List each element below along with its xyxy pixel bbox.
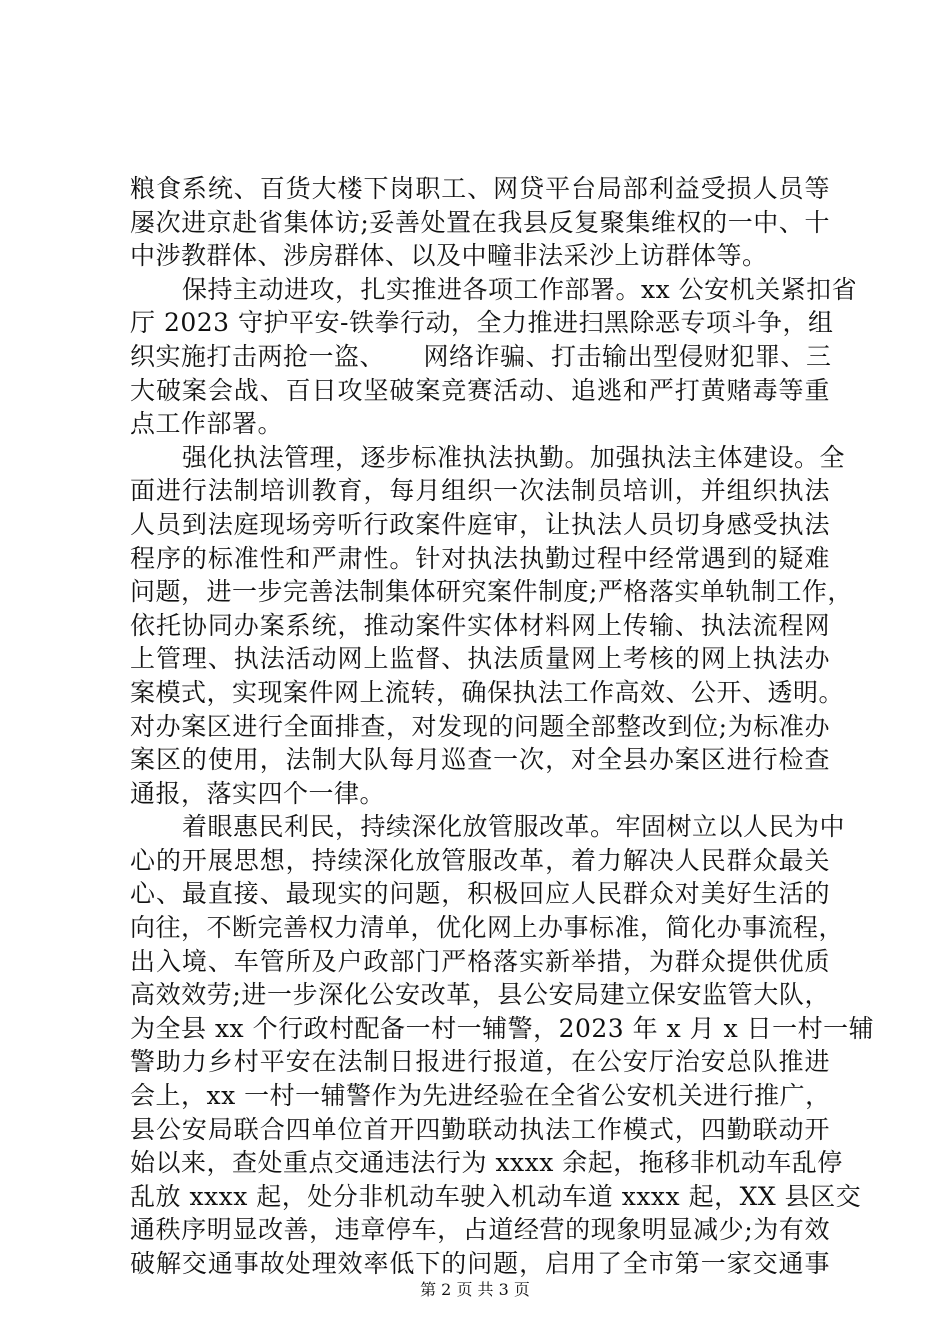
text-line: 破解交通事故处理效率低下的问题，启用了全市第一家交通事 [130,1249,830,1278]
text-line: 人员到法庭现场旁听行政案件庭审，让执法人员切身感受执法 [130,509,830,539]
text-line: 为全县 xx 个行政村配备一村一辅警，2023 年 x 月 x 日一村一辅 [130,1013,875,1043]
text-line: 警助力乡村平安在法制日报进行报道，在公安厅治安总队推进 [130,1047,830,1077]
body-text [130,172,875,1281]
text-line: 通报，落实四个一律。 [130,778,386,808]
text-line: 点工作部署。 [130,409,284,439]
text-line: 面进行法制培训教育，每月组织一次法制员培训，并组织执法 [130,476,830,506]
text-line: 厅 2023 守护平安-铁拳行动，全力推进扫黑除恶专项斗争，组 [130,308,834,338]
text-line: 心的开展思想，持续深化放管服改革，着力解决人民群众最关 [130,845,830,875]
text-line: 出入境、车管所及户政部门严格落实新举措，为群众提供优质 [130,946,830,976]
text-line: 中涉教群体、涉房群体、以及中疃非法采沙上访群体等。 [130,241,768,271]
text-line: 心、最直接、最现实的问题，积极回应人民群众对美好生活的 [130,879,830,909]
text-line: 程序的标准性和严肃性。针对执法执勤过程中经常遇到的疑难 [130,543,830,573]
text-line: 乱放 xxxx 起，处分非机动车驶入机动车道 xxxx 起，XX 县区交 [130,1181,862,1211]
text-line: 高效效劳;进一步深化公安改革，县公安局建立保安监管大队， [130,980,830,1010]
text-line: 会上，xx 一村一辅警作为先进经验在全省公安机关进行推广， [130,1081,831,1111]
text-line: 上管理、执法活动网上监督、执法质量网上考核的网上执法办 [130,644,830,674]
paragraph-first-line: 强化执法管理，逐步标准执法执勤。加强执法主体建设。全 [182,442,846,472]
text-line: 织实施打击两抢一盗、 网络诈骗、打击输出型侵财犯罪、三 [130,341,832,371]
text-line: 屡次进京赴省集体访;妥善处置在我县反复聚集维权的一中、十 [130,207,830,237]
text-line: 对办案区进行全面排查，对发现的问题全部整改到位;为标准办 [130,711,830,741]
paragraph-first-line: 保持主动进攻，扎实推进各项工作部署。xx 公安机关紧扣省 [182,274,858,304]
page-number-footer: 第 2 页 共 3 页 [420,1280,530,1299]
text-line: 县公安局联合四单位首开四勤联动执法工作模式，四勤联动开 [130,1114,830,1144]
text-line: 问题，进一步完善法制集体研究案件制度;严格落实单轨制工作， [130,577,853,607]
paragraph-first-line: 着眼惠民利民，持续深化放管服改革。牢固树立以人民为中 [182,812,846,842]
text-line: 向往，不断完善权力清单，优化网上办事标准，简化办事流程， [130,913,845,943]
text-line: 始以来，查处重点交通违法行为 xxxx 余起，拖移非机动车乱停 [130,1148,843,1178]
text-line: 案模式，实现案件网上流转，确保执法工作高效、公开、透明。 [130,677,845,707]
text-line: 通秩序明显改善，违章停车，占道经营的现象明显减少;为有效 [130,1215,830,1245]
text-line: 大破案会战、百日攻坚破案竞赛活动、追逃和严打黄赌毒等重 [130,375,830,405]
text-line: 案区的使用，法制大队每月巡查一次，对全县办案区进行检查 [130,745,830,775]
text-line: 粮食系统、百货大楼下岗职工、网贷平台局部利益受损人员等 [130,174,830,203]
text-line: 依托协同办案系统，推动案件实体材料网上传输、执法流程网 [130,610,830,640]
